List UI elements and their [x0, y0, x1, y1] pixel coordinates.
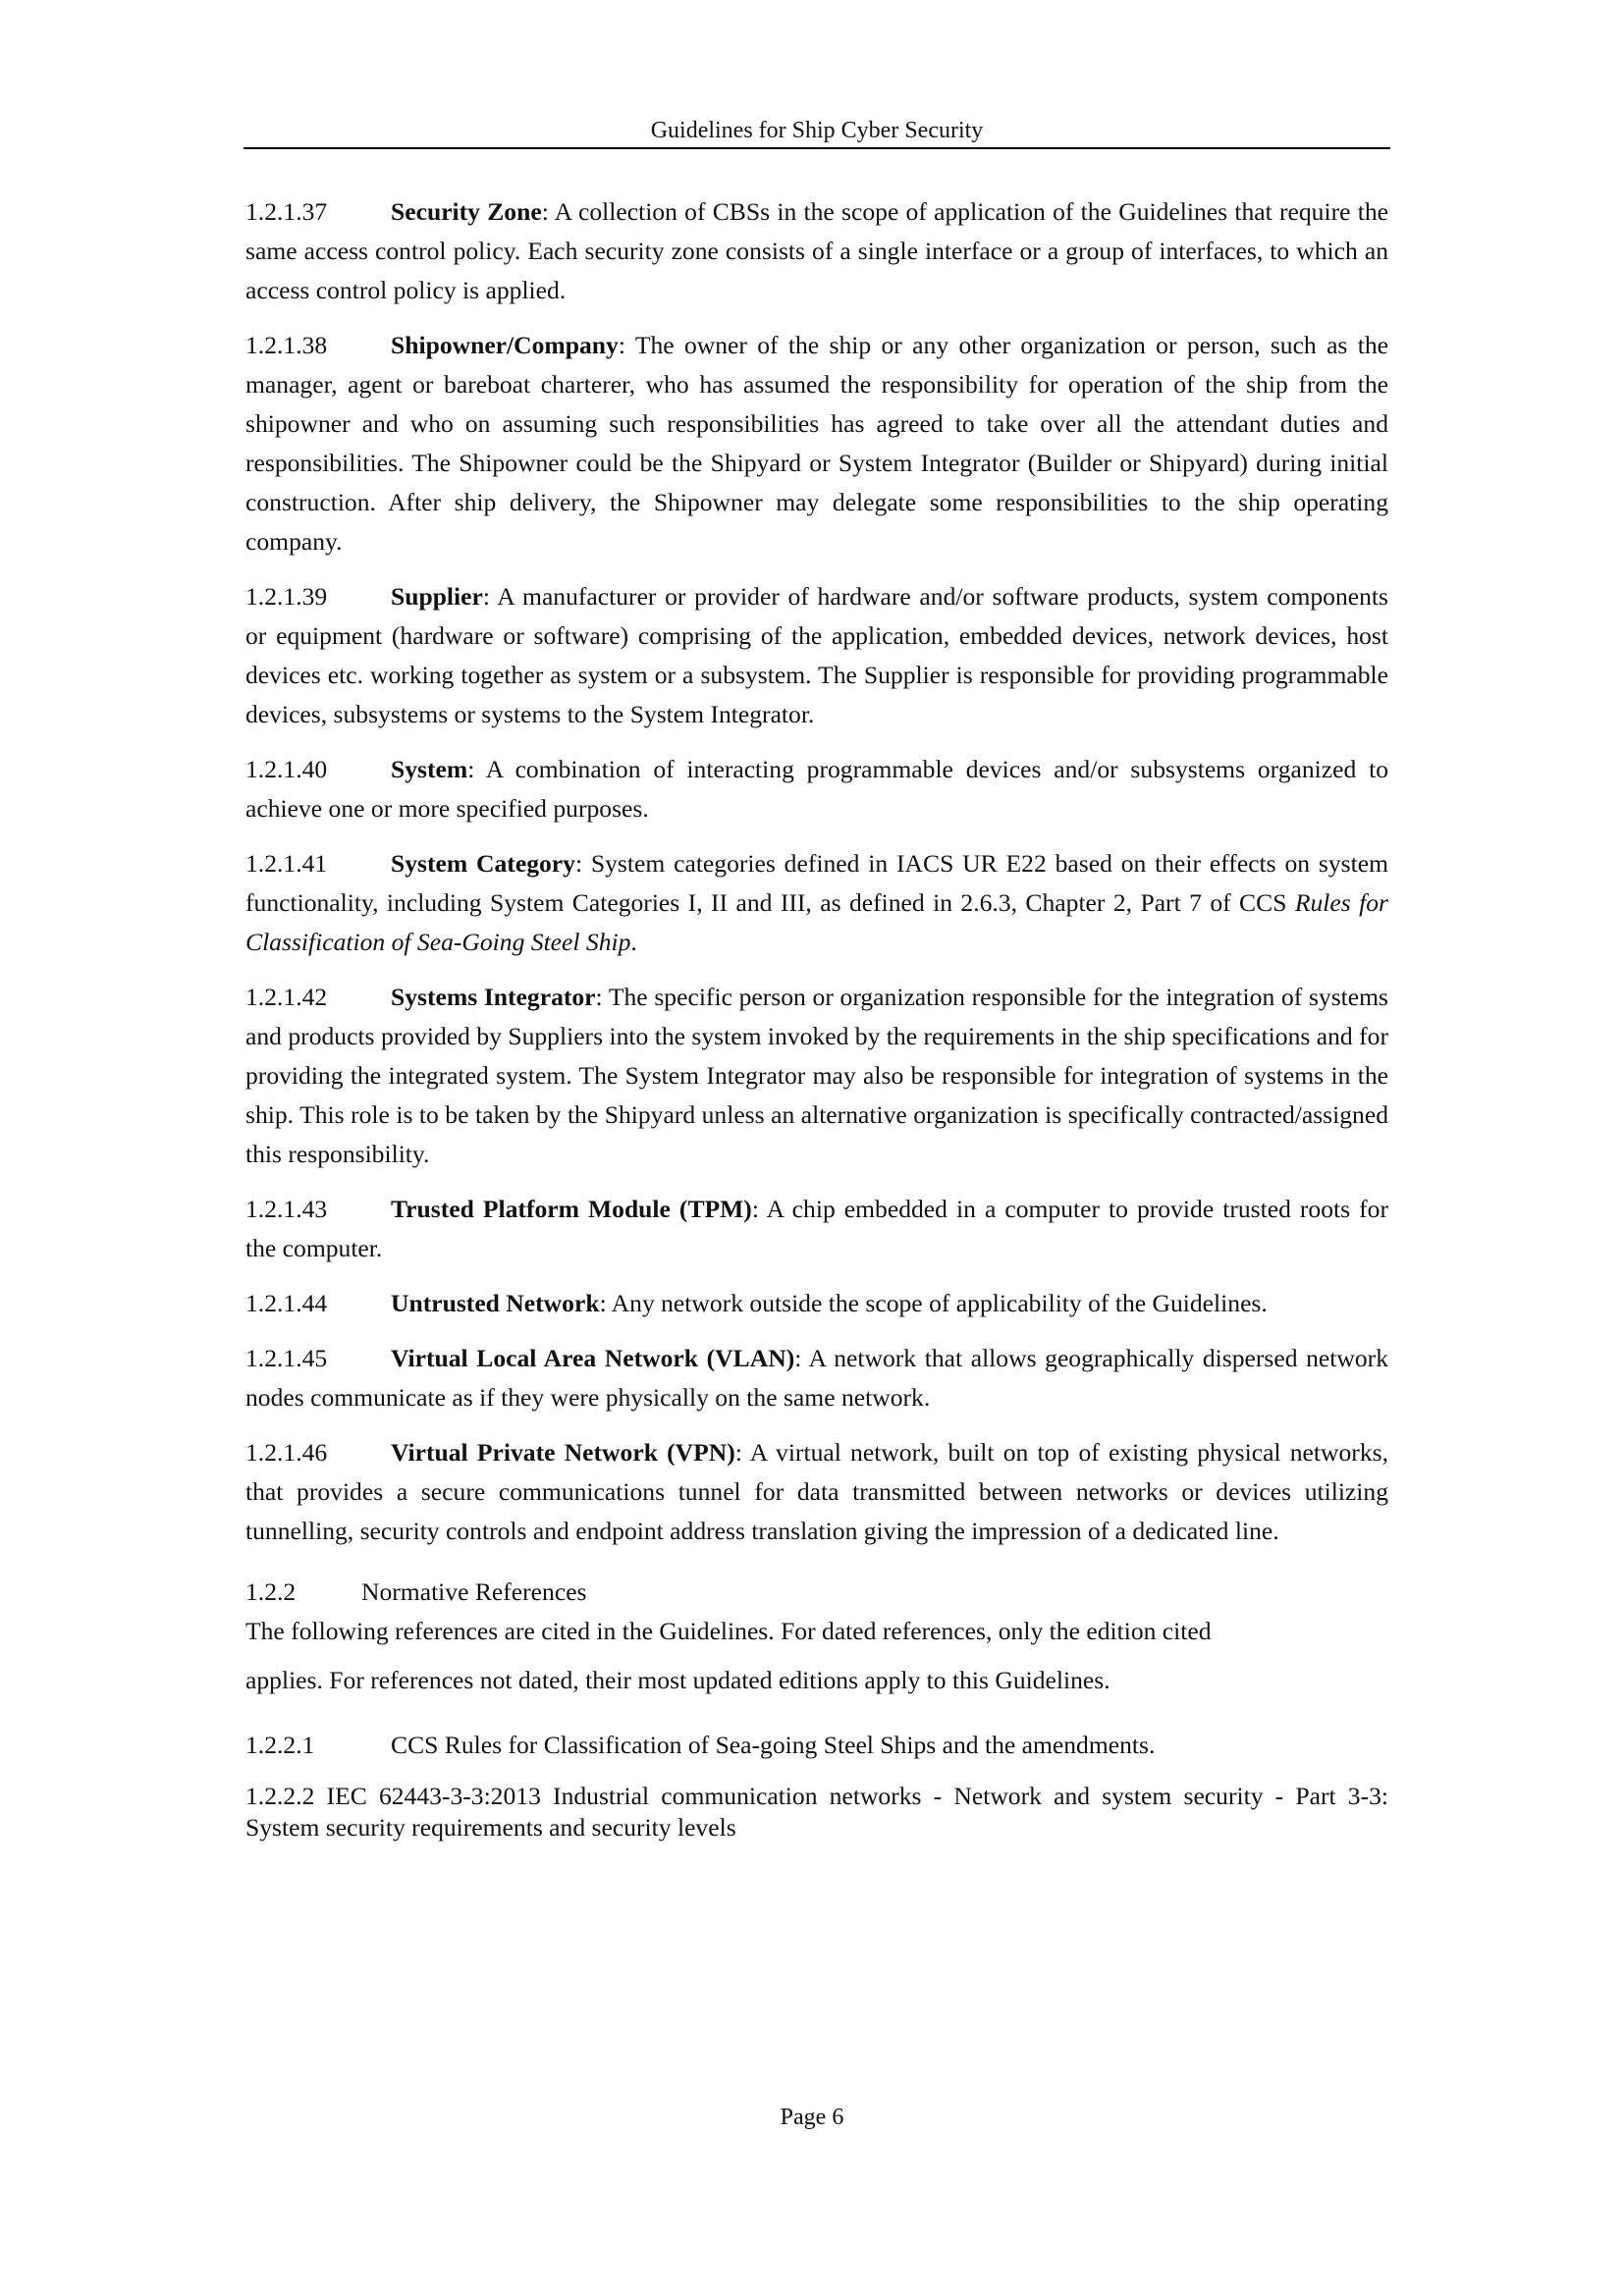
definition-text: : A combination of interacting programmable devices and/or subsystems organized to achieve one or more specified purposes. [245, 755, 1388, 823]
clause-number: 1.2.1.38 [245, 331, 328, 359]
clause-number: 1.2.1.42 [245, 983, 328, 1011]
definition-vpn [245, 1433, 1388, 1551]
section-intro-line-2: applies. For references not dated, their most updated editions apply to this Guidelines. [245, 1666, 1110, 1694]
defined-term: Trusted Platform Module (TPM) [391, 1195, 752, 1223]
definition-text: : A chip embedded in a computer to provide trusted roots for the computer. [245, 1195, 1388, 1262]
clause-number: 1.2.1.37 [245, 197, 328, 226]
section-intro [245, 1612, 1388, 1700]
page-body [245, 192, 1388, 1843]
definition-supplier [245, 577, 1388, 734]
definition-text: : A manufacturer or provider of hardware and/or software products, system components or equipment (hardware or software) comprising of the application, embedded devices, network devices, host devices etc. working together as system or a subsystem. The Supplier is responsible for providing programmable devices, subsystems or systems to the System Integrator. [245, 582, 1388, 728]
defined-term: System Category [391, 849, 575, 878]
defined-term: System [391, 755, 468, 783]
section-title: Normative References [361, 1577, 587, 1606]
definition-text: : System categories defined in IACS UR E22 based on their effects on system functionality, including System Categories I, II and III, as defined in 2.6.3, Chapter 2, Part 7 of CCS [245, 849, 1388, 917]
definition-text: : The owner of the ship or any other organization or person, such as the manager, agent or bareboat charterer, who has assumed the responsibility for operation of the ship from the shipowner and who on assuming such responsibilities has agreed to take over all the attendant duties and responsibilities. The Shipowner could be the Shipyard or System Integrator (Builder or Shipyard) during initial construction. After ship delivery, the Shipowner may delegate some responsibilities to the ship operating company. [245, 331, 1388, 556]
clause-number: 1.2.1.46 [245, 1438, 328, 1467]
section-heading-normative-references [245, 1573, 1388, 1612]
definition-system-category [245, 844, 1388, 962]
defined-term: Systems Integrator [391, 983, 596, 1011]
definition-tpm [245, 1190, 1388, 1268]
defined-term: Untrusted Network [391, 1289, 600, 1317]
definition-security-zone [245, 192, 1388, 310]
clause-number: 1.2.1.41 [245, 849, 328, 878]
definition-text: : A network that allows geographically dispersed network nodes communicate as if they were physically on the same network. [245, 1344, 1389, 1412]
clause-number: 1.2.1.39 [245, 582, 328, 611]
section-number: 1.2.2 [245, 1577, 297, 1606]
running-header-title: Guidelines for Ship Cyber Security [650, 118, 984, 143]
defined-term: Shipowner/Company [391, 331, 619, 359]
definition-systems-integrator [245, 978, 1388, 1174]
page-number: Page 6 [780, 2105, 844, 2130]
defined-term: Security Zone [391, 197, 542, 226]
reference-iec-62443 [245, 1781, 1388, 1843]
definition-text: : The specific person or organization responsible for the integration of systems and products provided by Suppliers into the system invoked by the requirements in the ship specifications and for providing the integrated system. The System Integrator may also be responsible for integration of systems in the ship. This role is to be taken by the Shipyard unless an alternative organization is specifically contracted/assigned this responsibility. [245, 983, 1388, 1168]
definition-text: : A collection of CBSs in the scope of application of the Guidelines that require the same access control policy. Each security zone consists of a single interface or a group of interfaces, to which an access control policy is applied. [245, 197, 1388, 304]
clause-number: 1.2.1.43 [245, 1195, 328, 1223]
definition-text: : A virtual network, built on top of existing physical networks, that provides a secure communications tunnel for data transmitted between networks or devices utilizing tunnelling, security controls and endpoint address translation giving the impression of a dedicated line. [245, 1438, 1388, 1545]
clause-number: 1.2.1.45 [245, 1344, 328, 1372]
section-intro-line-1: The following references are cited in the Guidelines. For dated references, only the edition cited [245, 1617, 1212, 1645]
reference-text: CCS Rules for Classification of Sea-going Steel Ships and the amendments. [391, 1731, 1156, 1759]
defined-term: Virtual Local Area Network (VLAN) [391, 1344, 795, 1372]
definition-system [245, 750, 1388, 828]
definition-untrusted-network [245, 1284, 1388, 1323]
definition-shipowner-company [245, 326, 1388, 561]
header-divider [244, 147, 1390, 149]
cited-rules-title: Rules for Classification of Sea-Going Steel Ship [245, 888, 1388, 956]
reference-number: 1.2.2.1 [245, 1731, 315, 1759]
definition-text: : Any network outside the scope of applicability of the Guidelines. [599, 1289, 1268, 1317]
clause-number: 1.2.1.44 [245, 1289, 328, 1317]
reference-ccs-rules [245, 1726, 1388, 1765]
defined-term: Virtual Private Network (VPN) [391, 1438, 735, 1467]
definition-text-end: . [630, 928, 637, 956]
clause-number: 1.2.1.40 [245, 755, 328, 783]
reference-text: 1.2.2.2 IEC 62443-3-3:2013 Industrial communication networks - Network and system security - Part 3-3: System security requirements and security levels [245, 1782, 1388, 1842]
definition-vlan [245, 1339, 1388, 1417]
defined-term: Supplier [391, 582, 483, 611]
